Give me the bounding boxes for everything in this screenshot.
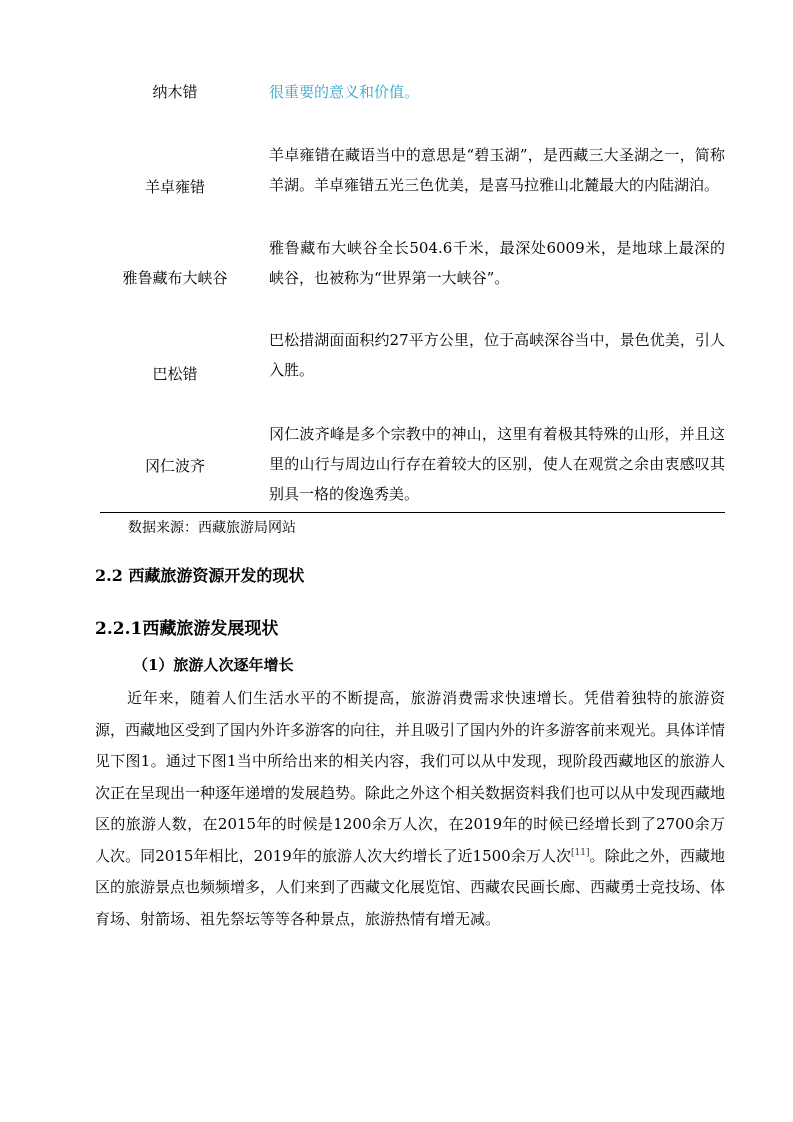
table-bottom-rule [100,512,725,513]
table-cell-desc: 冈仁波齐峰是多个宗教中的神山，这里有着极其特殊的山形，并且这里的山行与周边山行存在着较大的区别，使人在观赏之余由衷感叹其别具一格的俊逸秀美。 [269,425,725,503]
table-cell-name: 冈仁波齐 [144,457,205,475]
table-cell-desc: 雅鲁藏布大峡谷全长504.6千米，最深处6009米，是地球上最深的峡谷，也被称为“世界第一大峡谷”。 [269,239,725,287]
citation-marker[interactable]: [11] [571,847,590,858]
paragraph-text-tail: 。除此之外，西藏地区的旅游景点也频频增多，人们来到了西藏文化展览馆、西藏农民画长廊、西藏勇士竞技场、体育场、射箭场、祖先祭坛等等各种景点，旅游热情有增无减。 [95,846,726,928]
section-heading-2-2: 2.2 西藏旅游资源开发的现状 [95,566,305,585]
section-heading-2-2-1: 2.2.1西藏旅游发展现状 [95,619,279,639]
table-cell-desc: 很重要的意义和价值。 [269,83,420,101]
table-cell-desc: 巴松措湖面面积约27平方公里，位于高峡深谷当中，景色优美，引人入胜。 [269,331,725,379]
table-cell-name: 羊卓雍错 [144,178,205,196]
paragraph-text-main: 近年来，随着人们生活水平的不断提高，旅游消费需求快速增长。凭借着独特的旅游资源，西藏地区受到了国内外许多游客的向往，并且吸引了国内外的许多游客前来观光。具体详情见下图1。通过下图1当中所给出来的相关内容，我们可以从中发现，现阶段西藏地区的旅游人次正在呈现出一种逐年递增的发展趋势。除此之外这个相关数据资料我们也可以从中发现西藏地区的旅游人数，在2015年的时候是1200余万人次，在2019年的时候已经增长到了2700余万人次。同2015年相比，2019年的旅游人次大约增长了近1500余万人次 [95,689,726,865]
table-cell-name: 纳木错 [152,83,198,101]
table-source-note: 数据来源：西藏旅游局网站 [128,520,296,536]
table-cell-name: 雅鲁藏布大峡谷 [122,269,228,287]
body-paragraph [95,683,725,935]
table-cell-name: 巴松错 [152,365,198,383]
table-cell-desc: 羊卓雍错在藏语当中的意思是“碧玉湖”，是西藏三大圣湖之一，简称羊湖。羊卓雍错五光三色优美，是喜马拉雅山北麓最大的内陆湖泊。 [269,146,725,194]
subsection-heading: （1）旅游人次逐年增长 [133,656,294,674]
